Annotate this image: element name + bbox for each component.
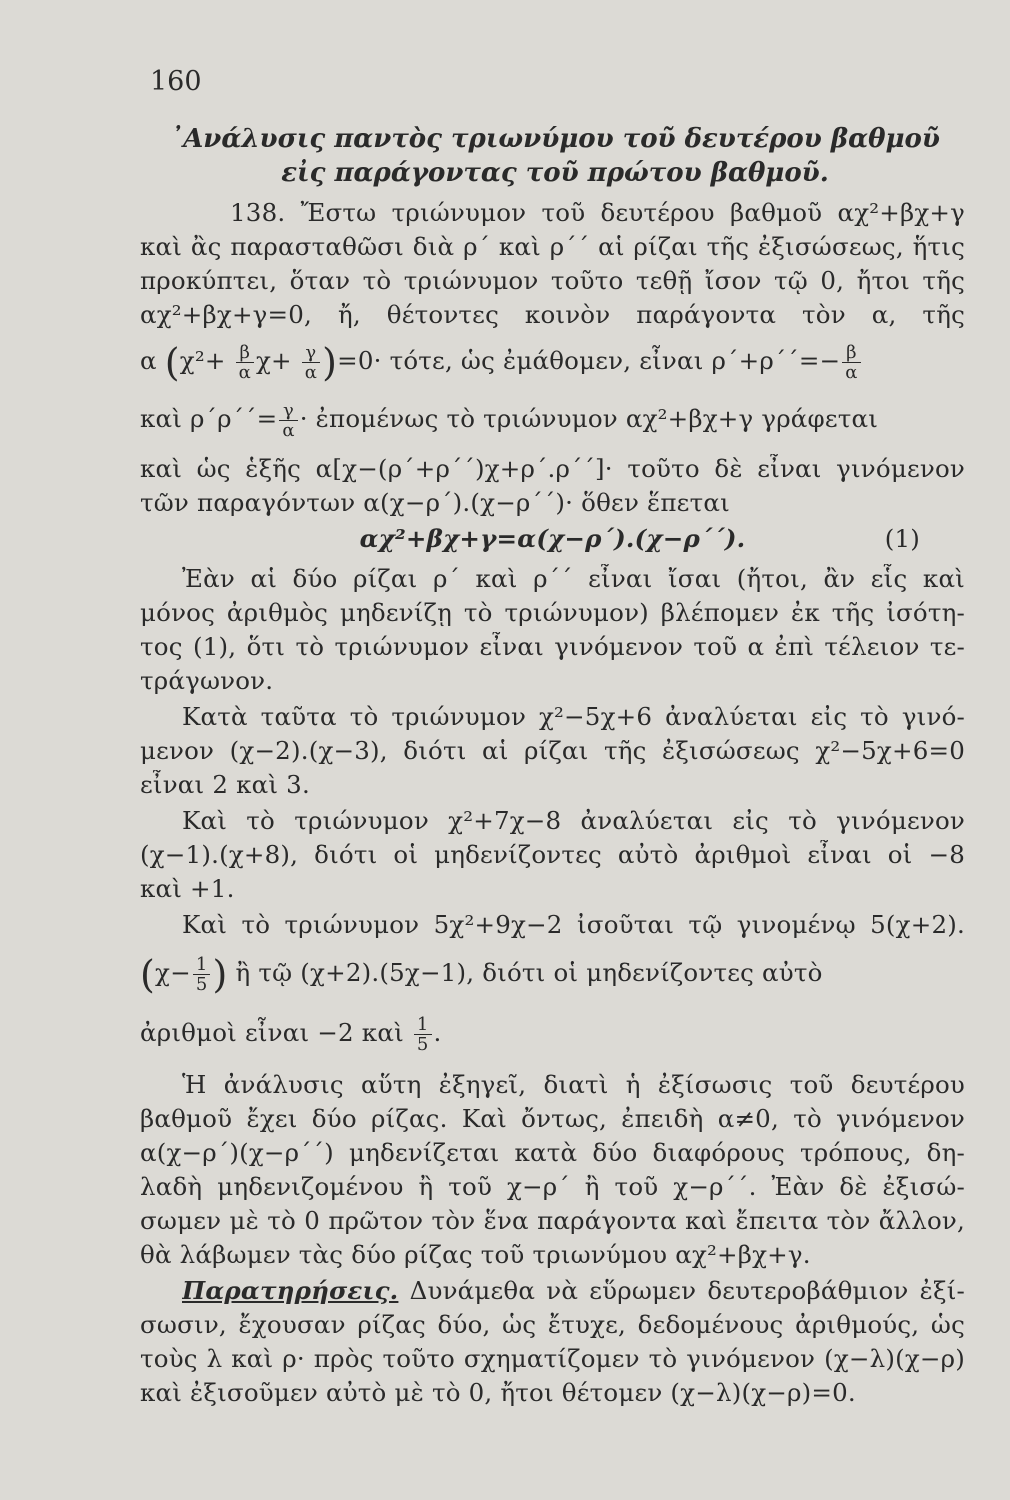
- denominator: α: [304, 362, 318, 383]
- paragraph-line: τῶν παραγόντων α(χ−ρ΄).(χ−ρ΄΄)· ὅθεν ἕπεται: [140, 488, 730, 517]
- paragraph-line: σωσιν, ἔχουσαν ρίζας δύο, ὡς ἔτυχε, δεδομένους ἀριθμούς, ὡς: [140, 1310, 965, 1339]
- paragraph-line: Ἡ ἀνάλυσις αὕτη ἐξηγεῖ, διατὶ ἡ ἐξίσωσις τοῦ δευτέρου: [182, 1070, 965, 1099]
- paragraph-line: καὶ +1.: [140, 874, 235, 903]
- formula-text: =0· τότε, ὡς ἐμάθομεν, εἶναι ρ΄+ρ΄΄=−: [337, 346, 841, 375]
- open-paren: (: [164, 340, 180, 385]
- fraction: [302, 343, 320, 382]
- paragraph-line: τος (1), ὅτι τὸ τριώνυμον εἶναι γινόμενον τοῦ α ἐπὶ τέλειον τε-: [140, 632, 965, 661]
- numerator: 1: [414, 1015, 432, 1035]
- paragraph-text: Δυνάμεθα νὰ εὕρωμεν δευτεροβάθμιον ἐξί-: [409, 1276, 965, 1305]
- numerator: 1: [193, 955, 211, 975]
- paragraph-line: τοὺς λ καὶ ρ· πρὸς τοῦτο σχηματίζομεν τὸ γινόμενον (χ−λ)(χ−ρ): [140, 1344, 965, 1373]
- numerator: β: [842, 343, 860, 363]
- section-title-line-1: ᾿Ανάλυσις παντὸς τριωνύμου τοῦ δευτέρου βαθμοῦ: [170, 124, 940, 154]
- numerator: γ: [279, 401, 297, 421]
- paragraph-line: καὶ ἂς παρασταθῶσι διὰ ρ΄ καὶ ρ΄΄ αἱ ρίζαι τῆς ἐξισώσεως, ἥτις: [140, 232, 965, 261]
- close-paren: ): [322, 340, 338, 385]
- paragraph-line: μόνος ἀριθμὸς μηδενίζῃ τὸ τριώνυμον) βλέπομεν ἐκ τῆς ἰσότη-: [140, 598, 965, 627]
- fraction: [279, 401, 297, 440]
- formula-text: α: [140, 346, 157, 375]
- denominator: α: [238, 362, 251, 383]
- formula-text: χ+: [255, 346, 292, 375]
- formula-text: χ−: [155, 958, 191, 987]
- equation-text: αχ²+βχ+γ=α(χ−ρ΄).(χ−ρ΄΄).: [359, 524, 746, 553]
- open-paren: (: [140, 952, 156, 997]
- page-number: 160: [150, 66, 202, 97]
- paragraph-line: τράγωνον.: [140, 666, 274, 695]
- denominator: 5: [195, 974, 208, 995]
- paragraph-line: 138. Ἔστω τριώνυμον τοῦ δευτέρου βαθμοῦ αχ²+βχ+γ: [230, 198, 965, 227]
- fraction: [236, 343, 254, 382]
- paragraph-line: καὶ ὡς ἑξῆς α[χ−(ρ΄+ρ΄΄)χ+ρ΄.ρ΄΄]· τοῦτο δὲ εἶναι γινόμενον: [140, 454, 965, 483]
- formula-line: [140, 394, 965, 444]
- formula-text: χ²+: [179, 346, 226, 375]
- paragraph-line: εἶναι 2 καὶ 3.: [140, 770, 310, 799]
- denominator: 5: [416, 1034, 429, 1055]
- paragraph-line: λαδὴ μηδενιζομένου ἢ τοῦ χ−ρ΄ ἢ τοῦ χ−ρ΄΄. Ἐὰν δὲ ἐξισώ-: [140, 1172, 965, 1201]
- section-title-line-2: εἰς παράγοντας τοῦ πρώτου βαθμοῦ.: [281, 158, 829, 188]
- close-paren: ): [212, 952, 228, 997]
- paragraph-line: Καὶ τὸ τριώνυμον χ²+7χ−8 ἀναλύεται εἰς τὸ γινόμενον: [182, 806, 965, 835]
- formula-text: ἢ τῷ (χ+2).(5χ−1), διότι οἱ μηδενίζοντες αὐτὸ: [235, 958, 823, 987]
- equation-number: (1): [884, 524, 920, 553]
- formula-text: .: [433, 1018, 442, 1047]
- paragraph-line: καὶ ἐξισοῦμεν αὐτὸ μὲ τὸ 0, ἤτοι θέτομεν (χ−λ)(χ−ρ)=0.: [140, 1378, 856, 1407]
- denominator: α: [845, 362, 858, 383]
- fraction: [193, 955, 211, 994]
- formula-line: [140, 336, 965, 386]
- paragraph-line: σωμεν μὲ τὸ 0 πρῶτον τὸν ἕνα παράγοντα καὶ ἔπειτα τὸν ἄλλον,: [140, 1206, 965, 1235]
- formula-line: [140, 948, 965, 998]
- numerator: β: [236, 343, 254, 363]
- equation-1: [140, 524, 965, 553]
- paragraph-line: προκύπτει, ὅταν τὸ τριώνυμον τοῦτο τεθῇ ἴσον τῷ 0, ἤτοι τῆς: [140, 266, 965, 295]
- paragraph-line: Καὶ τὸ τριώνυμον 5χ²+9χ−2 ἰσοῦται τῷ γινομένῳ 5(χ+2).: [182, 910, 965, 939]
- fraction: [414, 1015, 432, 1054]
- paragraph-line: αχ²+βχ+γ=0, ἤ, θέτοντες κοινὸν παράγοντα τὸν α, τῆς: [140, 300, 965, 329]
- formula-text: · ἐπομένως τὸ τριώνυμον αχ²+βχ+γ γράφεται: [299, 404, 879, 433]
- remarks-heading: Παρατηρήσεις.: [182, 1276, 399, 1305]
- paragraph-line: Ἐὰν αἱ δύο ρίζαι ρ΄ καὶ ρ΄΄ εἶναι ἴσαι (ἤτοι, ἂν εἷς καὶ: [182, 564, 965, 593]
- paragraph-line: [182, 1276, 965, 1305]
- paragraph-line: (χ−1).(χ+8), διότι οἱ μηδενίζοντες αὐτὸ ἀριθμοὶ εἶναι οἱ −8: [140, 840, 965, 869]
- paragraph-line: α(χ−ρ΄)(χ−ρ΄΄) μηδενίζεται κατὰ δύο διαφόρους τρόπους, δη-: [140, 1138, 965, 1167]
- formula-line: [140, 1008, 965, 1058]
- paragraph-line: βαθμοῦ ἔχει δύο ρίζας. Καὶ ὄντως, ἐπειδὴ α≠0, τὸ γινόμενον: [140, 1104, 965, 1133]
- numerator: γ: [302, 343, 320, 363]
- formula-text: ἀριθμοὶ εἶναι −2 καὶ: [140, 1018, 404, 1047]
- paragraph-line: μενον (χ−2).(χ−3), διότι αἱ ρίζαι τῆς ἐξισώσεως χ²−5χ+6=0: [140, 736, 965, 765]
- fraction: [842, 343, 860, 382]
- denominator: α: [282, 420, 295, 441]
- paragraph-line: θὰ λάβωμεν τὰς δύο ρίζας τοῦ τριωνύμου αχ²+βχ+γ.: [140, 1240, 811, 1269]
- formula-text: καὶ ρ΄ρ΄΄=: [140, 404, 278, 433]
- paragraph-line: Κατὰ ταῦτα τὸ τριώνυμον χ²−5χ+6 ἀναλύεται εἰς τὸ γινό-: [182, 702, 965, 731]
